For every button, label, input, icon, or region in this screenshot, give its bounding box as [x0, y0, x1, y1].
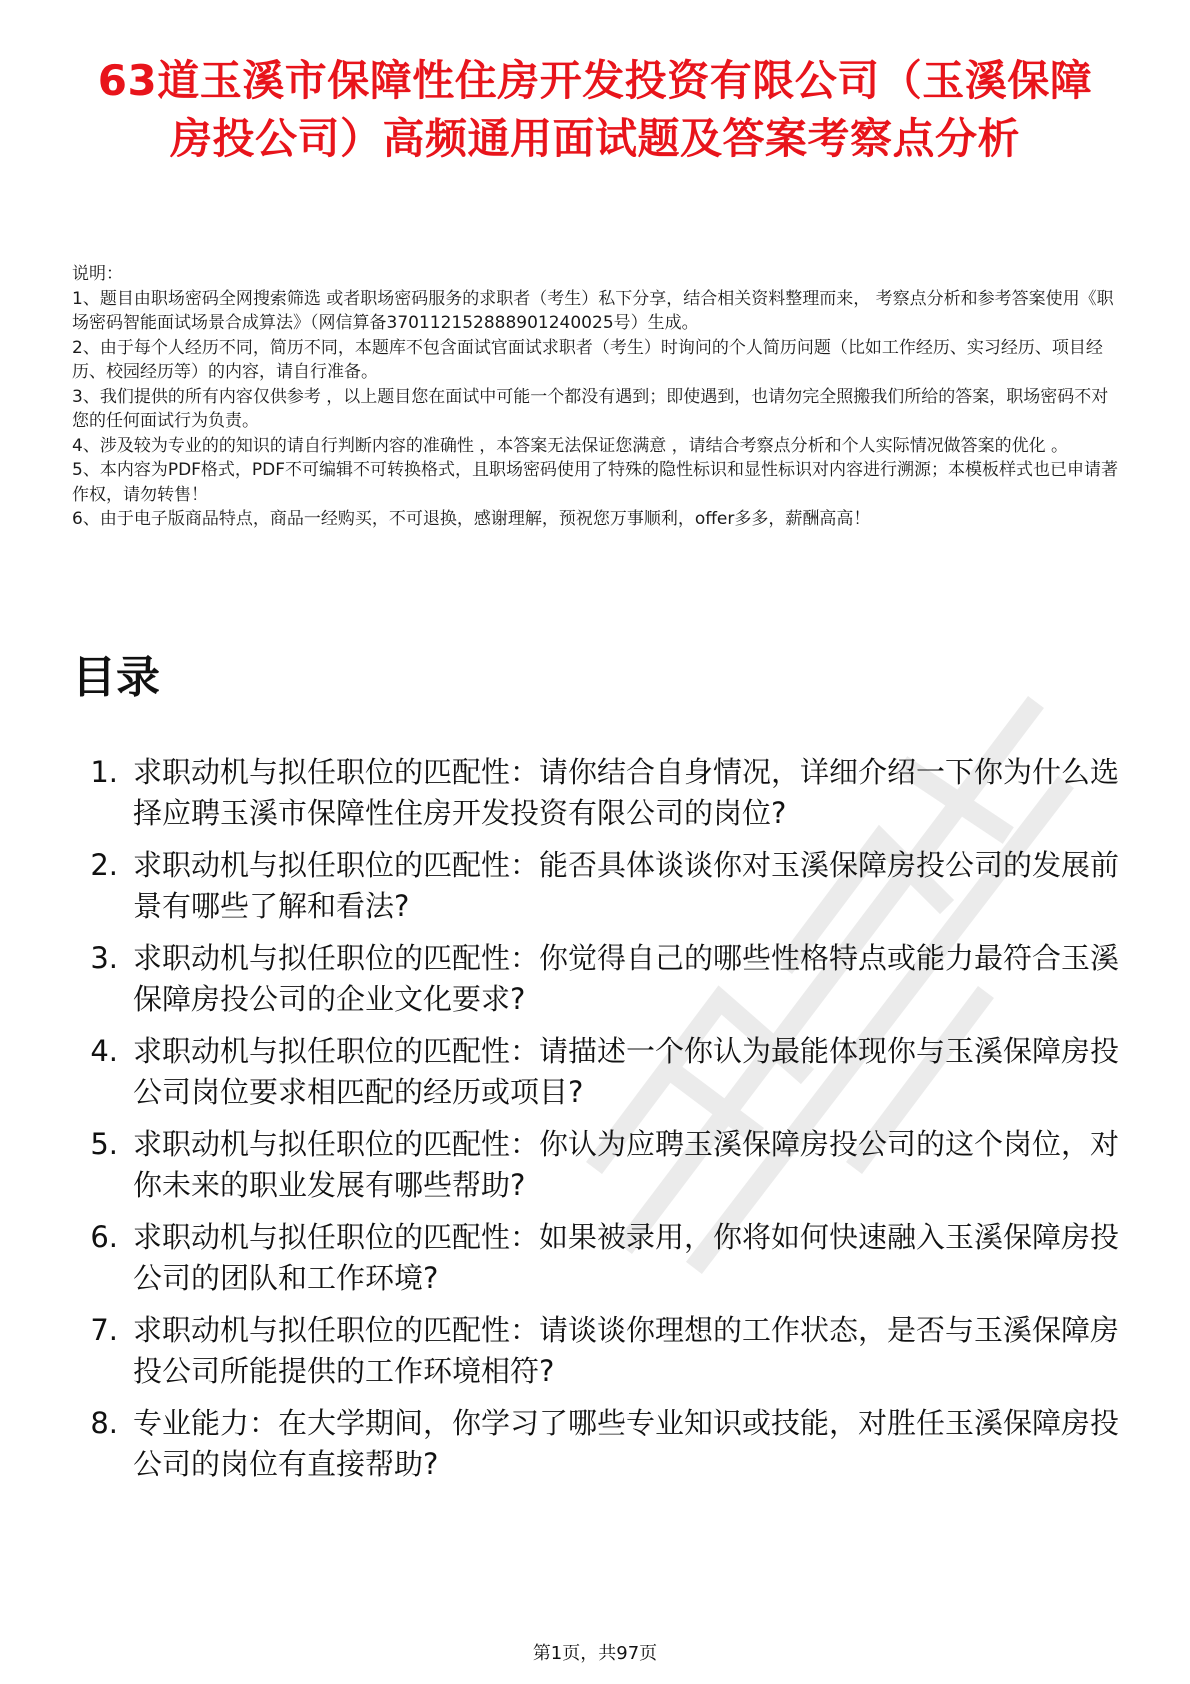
toc-item-number: 7. — [90, 1313, 118, 1347]
toc-item — [72, 845, 1122, 927]
note-item: 1、题目由职场密码全网搜索筛选 或者职场密码服务的求职者（考生）私下分享，结合相关资料整理而来， 考察点分析和参考答案使用《职场密码智能面试场景合成算法》（网信算备370112152888901240025号）生成。 — [72, 288, 1114, 333]
toc-item-text: 求职动机与拟任职位的匹配性：如果被录用，你将如何快速融入玉溪保障房投公司的团队和工作环境? — [133, 1220, 1120, 1295]
toc-item-number: 8. — [90, 1406, 118, 1440]
notes-heading: 说明： — [72, 264, 123, 284]
toc-item-text: 求职动机与拟任职位的匹配性：你觉得自己的哪些性格特点或能力最符合玉溪保障房投公司的企业文化要求? — [133, 941, 1120, 1016]
toc-item — [72, 938, 1122, 1020]
toc-item-text: 求职动机与拟任职位的匹配性：请谈谈你理想的工作状态，是否与玉溪保障房投公司所能提供的工作环境相符? — [133, 1313, 1120, 1388]
toc-item-number: 2. — [90, 848, 118, 882]
note-item: 6、由于电子版商品特点，商品一经购买，不可退换，感谢理解，预祝您万事顺利，offer多多，薪酬高高！ — [72, 509, 871, 529]
toc-item — [72, 1124, 1122, 1206]
notes-section — [72, 262, 1122, 532]
note-item: 3、我们提供的所有内容仅供参考 ，以上题目您在面试中可能一个都没有遇到；即使遇到，也请勿完全照搬我们所给的答案，职场密码不对您的任何面试行为负责。 — [72, 386, 1109, 431]
toc-item-number: 5. — [90, 1127, 118, 1161]
page-footer: 第1页，共97页 — [532, 1643, 658, 1664]
toc-item-text: 求职动机与拟任职位的匹配性：请你结合自身情况，详细介绍一下你为什么选择应聘玉溪市保障性住房开发投资有限公司的岗位? — [133, 755, 1120, 830]
note-item: 2、由于每个人经历不同，简历不同，本题库不包含面试官面试求职者（考生）时询问的个人简历问题（比如工作经历、实习经历、项目经历、校园经历等）的内容，请自行准备。 — [72, 337, 1103, 382]
toc-item-text: 求职动机与拟任职位的匹配性：能否具体谈谈你对玉溪保障房投公司的发展前景有哪些了解和看法? — [133, 848, 1120, 923]
toc-item — [72, 1031, 1122, 1113]
toc-item-number: 4. — [90, 1034, 118, 1068]
toc-item-text: 求职动机与拟任职位的匹配性：你认为应聘玉溪保障房投公司的这个岗位，对你未来的职业发展有哪些帮助? — [133, 1127, 1120, 1202]
toc-item — [72, 1217, 1122, 1299]
toc-item-text: 专业能力：在大学期间，你学习了哪些专业知识或技能，对胜任玉溪保障房投公司的岗位有直接帮助? — [133, 1406, 1120, 1481]
document-title: 63道玉溪市保障性住房开发投资有限公司（玉溪保障房投公司）高频通用面试题及答案考察点分析 — [97, 56, 1093, 163]
toc-item-number: 3. — [90, 941, 118, 975]
note-item: 4、涉及较为专业的的知识的请自行判断内容的准确性 ，本答案无法保证您满意 ，请结合考察点分析和个人实际情况做答案的优化 。 — [72, 435, 1069, 456]
toc-list — [72, 752, 1122, 1496]
toc-item — [72, 1403, 1122, 1485]
note-item: 5、本内容为PDF格式，PDF不可编辑不可转换格式，且职场密码使用了特殊的隐性标识和显性标识对内容进行溯源；本模板样式也已申请著作权，请勿转售！ — [72, 460, 1119, 505]
toc-item-number: 6. — [90, 1220, 118, 1254]
toc-item — [72, 752, 1122, 834]
toc-heading: 目录 — [72, 652, 160, 703]
toc-item-number: 1. — [90, 755, 118, 789]
toc-item — [72, 1310, 1122, 1392]
toc-item-text: 求职动机与拟任职位的匹配性：请描述一个你认为最能体现你与玉溪保障房投公司岗位要求相匹配的经历或项目? — [133, 1034, 1120, 1109]
